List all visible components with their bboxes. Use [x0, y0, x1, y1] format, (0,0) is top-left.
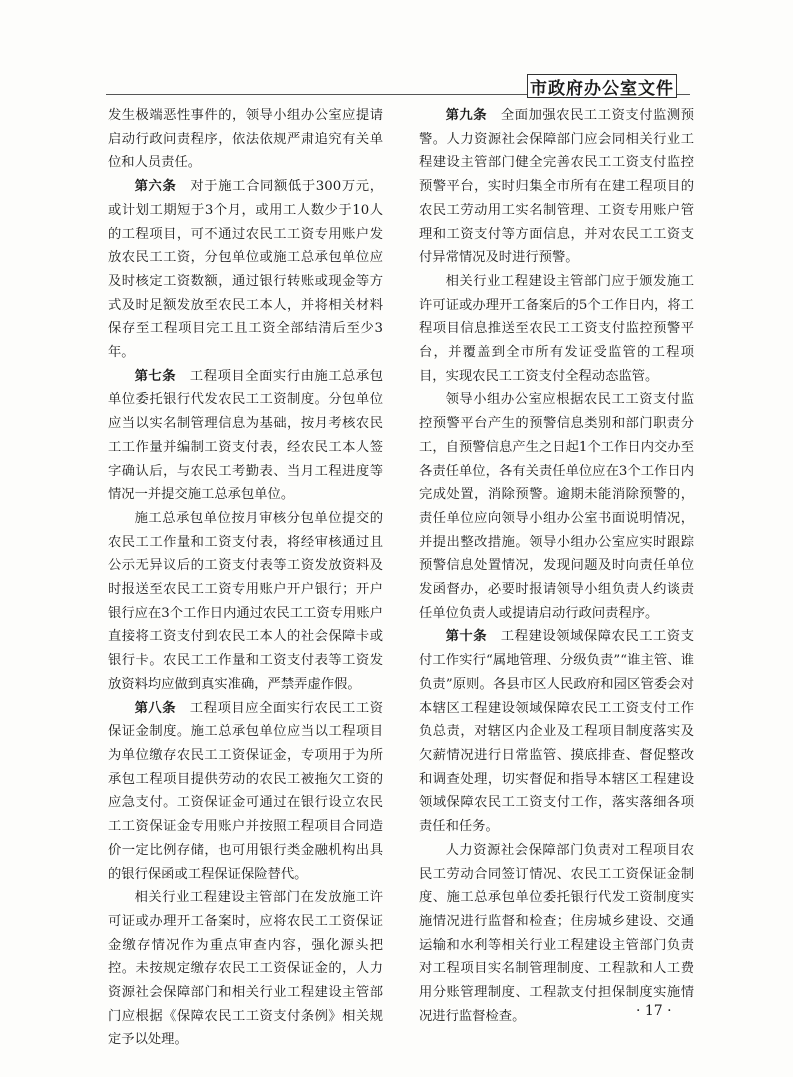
paragraph — [108, 507, 383, 697]
paragraph — [108, 175, 383, 365]
paragraph — [419, 625, 694, 838]
paragraph-text: 相关行业工程建设主管部门应于颁发施工许可证或办理开工备案后的5个工作日内，将工程项目信息推送至农民工工资支付监控预警平台，并覆盖到全市所有发证受监管的工程项目，实现农民工工资支付全程动态监管。 — [419, 273, 694, 384]
paragraph — [108, 104, 383, 175]
page-number: · 17 · — [636, 1003, 672, 1019]
paragraph — [108, 886, 383, 1052]
article-number: 第十条 — [445, 629, 488, 645]
section-label: 市政府办公室文件 — [527, 74, 677, 98]
paragraph — [419, 270, 694, 389]
paragraph-text: 人力资源社会保障部门负责对工程项目农民工劳动合同签订情况、农民工工资保证金制度、施工总承包单位委托银行代发工资制度实施情况进行监督和检查；住房城乡建设、交通运输和水利等相关行业工程建设主管部门负责对工程项目实名制管理制度、工程款和人工费用分账管理制度、工程款支付担保制度实施情况进行监督检查。 — [419, 842, 694, 1024]
left-column — [108, 104, 383, 1052]
paragraph — [419, 104, 694, 270]
paragraph-text: 施工总承包单位按月审核分包单位提交的农民工工作量和工资支付表，将经审核通过且公示无异议后的工资支付表等工资发放资料及时报送至农民工工资专用账户开户银行；开户银行应在3个工作日内通过农民工工资专用账户直接将工资支付到农民工本人的社会保障卡或银行卡。农民工工作量和工资支付表等工资发放资料均应做到真实准确，严禁弄虚作假。 — [108, 510, 383, 692]
paragraph — [108, 697, 383, 887]
paragraph-text: 领导小组办公室应根据农民工工资支付监控预警平台产生的预警信息类别和部门职责分工，自预警信息产生之日起1个工作日内交办至各责任单位，各有关责任单位应在3个工作日内完成处置，消除预警。逾期未能消除预警的，责任单位应向领导小组办公室书面说明情况，并提出整改措施。领导小组办公室应实时跟踪预警信息处置情况，发现问题及时向责任单位发函督办，必要时报请领导小组负责人约谈责任单位负责人或提请启动行政问责程序。 — [419, 392, 694, 621]
right-column — [419, 104, 694, 1028]
paragraph-text: 工程建设领域保障农民工工资支付工作实行“属地管理、分级负责”“谁主管、谁负责”原则。各县市区人民政府和园区管委会对本辖区工程建设领域保障农民工工资支付工作负总责，对辖区内企业及工程项目制度落实及欠薪情况进行日常监管、摸底排查、督促整改和调查处理，切实督促和指导本辖区工程建设领域保障农民工工资支付工作，落实落细各项责任和任务。 — [419, 629, 695, 835]
paragraph-text: 工程项目应全面实行农民工工资保证金制度。施工总承包单位应当以工程项目为单位缴存农民工工资保证金，专项用于为所承包工程项目提供劳动的农民工被拖欠工资的应急支付。工资保证金可通过在银行设立农民工工资保证金专用账户并按照工程项目合同造价一定比例存储，也可用银行类金融机构出具的银行保函或工程保证保险替代。 — [108, 700, 384, 882]
article-number: 第八条 — [134, 700, 177, 716]
paragraph-text: 工程项目全面实行由施工总承包单位委托银行代发农民工工资制度。分包单位应当以实名制管理信息为基础，按月考核农民工工作量并编制工资支付表，经农民工本人签字确认后，与农民工考勤表、当月工程进度等情况一并提交施工总承包单位。 — [108, 368, 384, 503]
paragraph-text: 相关行业工程建设主管部门在发放施工许可证或办理开工备案时，应将农民工工资保证金缴存情况作为重点审查内容，强化源头把控。未按规定缴存农民工工资保证金的，人力资源社会保障部门和相关行业工程建设主管部门应根据《保障农民工工资支付条例》相关规定予以处理。 — [108, 890, 383, 1048]
article-number: 第九条 — [445, 108, 488, 123]
paragraph-text: 对于施工合同额低于300万元，或计划工期短于3个月，或用工人数少于10人的工程项目，可不通过农民工工资专用账户发放农民工工资，分包单位或施工总承包单位应及时核定工资数额，通过银行转账或现金等方式及时足额发放至农民工本人，并将相关材料保存至工程项目完工且工资全部结清后至少3年。 — [108, 179, 384, 361]
paragraph — [108, 365, 383, 507]
paragraph — [419, 839, 694, 1029]
article-number: 第七条 — [134, 368, 177, 384]
paragraph — [419, 388, 694, 625]
paragraph-text: 发生极端恶性事件的，领导小组办公室应提请启动行政问责程序，依法依规严肃追究有关单位和人员责任。 — [108, 108, 383, 171]
paragraph-text: 全面加强农民工工资支付监测预警。人力资源社会保障部门应会同相关行业工程建设主管部门健全完善农民工工资支付监控预警平台，实时归集全市所有在建工程项目的农民工劳动用工实名制管理、工资专用账户管理和工资支付等方面信息，并对农民工工资支付异常情况及时进行预警。 — [419, 108, 695, 266]
article-number: 第六条 — [134, 179, 177, 195]
